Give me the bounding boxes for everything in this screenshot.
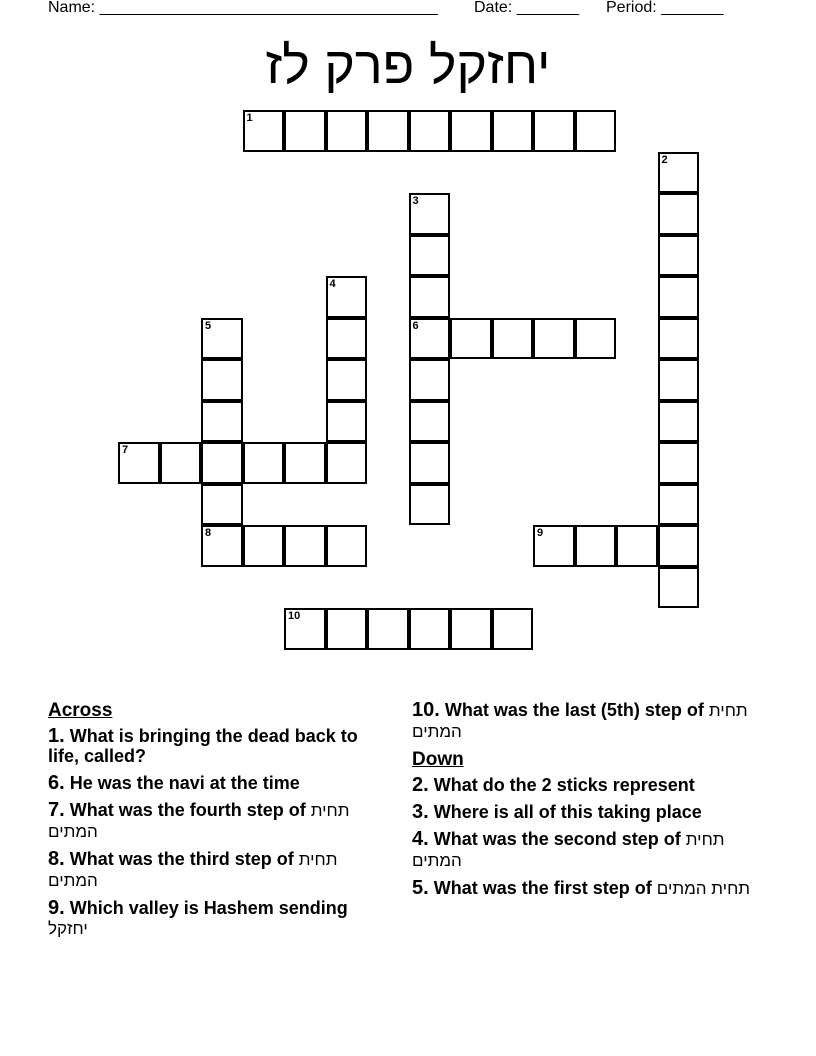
clue-text: What was the first step of — [433, 878, 652, 898]
crossword-cell[interactable] — [326, 359, 368, 401]
crossword-cell[interactable] — [409, 359, 451, 401]
clue-down-5 — [412, 878, 752, 899]
clue-down-2 — [412, 775, 752, 795]
cell-number: 2 — [661, 153, 668, 166]
clues-left-column — [48, 700, 388, 946]
crossword-cell[interactable] — [118, 442, 160, 484]
crossword-cell[interactable] — [409, 110, 451, 152]
clue-number: 2. — [412, 774, 429, 796]
crossword-cell[interactable] — [658, 359, 700, 401]
crossword-cell[interactable] — [201, 484, 243, 526]
clue-hebrew: תחית המתים — [656, 879, 751, 898]
clue-text: Which valley is Hashem sending — [69, 898, 348, 918]
crossword-cell[interactable] — [658, 152, 700, 194]
clue-hebrew: תחית המתים — [48, 801, 350, 841]
crossword-cell[interactable] — [409, 276, 451, 318]
clue-hebrew: תחית המתים — [412, 830, 725, 870]
clue-number: 9. — [48, 897, 65, 919]
clue-text: Where is all of this taking place — [433, 802, 702, 822]
crossword-cell[interactable] — [160, 442, 202, 484]
cell-number: 4 — [329, 278, 336, 290]
clue-across-1 — [48, 726, 388, 766]
crossword-cell[interactable] — [575, 110, 617, 152]
crossword-cell[interactable] — [658, 193, 700, 235]
crossword-cell[interactable] — [533, 318, 575, 360]
crossword-cell[interactable] — [533, 525, 575, 567]
crossword-cell[interactable] — [492, 608, 534, 650]
worksheet-title: יחזקל פרק לז — [265, 37, 551, 95]
crossword-cell[interactable] — [243, 442, 285, 484]
across-heading: Across — [48, 700, 113, 721]
cell-number: 5 — [205, 319, 212, 332]
crossword-cell[interactable] — [284, 608, 326, 650]
crossword-cell[interactable] — [326, 608, 368, 650]
cell-number: 9 — [537, 527, 544, 539]
clue-across-9 — [48, 898, 388, 939]
crossword-cell[interactable] — [575, 525, 617, 567]
crossword-cell[interactable] — [409, 608, 451, 650]
clue-across-7 — [48, 800, 388, 842]
down-heading: Down — [412, 749, 464, 770]
clue-number: 7. — [48, 799, 65, 821]
crossword-cell[interactable] — [616, 525, 658, 567]
period-field-label[interactable]: Period: _______ — [606, 0, 724, 16]
clue-text: What was the third step of — [69, 849, 294, 869]
crossword-cell[interactable] — [658, 401, 700, 443]
clue-hebrew: תחית המתים — [48, 850, 338, 890]
clue-text: What was the last (5th) step of — [444, 700, 704, 720]
crossword-cell[interactable] — [409, 193, 451, 235]
clue-number: 5. — [412, 877, 429, 899]
crossword-cell[interactable] — [450, 318, 492, 360]
crossword-cell[interactable] — [326, 442, 368, 484]
crossword-cell[interactable] — [658, 318, 700, 360]
crossword-cell[interactable] — [658, 567, 700, 609]
clue-text: What do the 2 sticks represent — [433, 775, 695, 795]
clues-right-column — [412, 700, 752, 906]
crossword-cell[interactable] — [450, 608, 492, 650]
crossword-cell[interactable] — [409, 235, 451, 277]
clue-number: 4. — [412, 828, 429, 850]
crossword-cell[interactable] — [201, 359, 243, 401]
clue-hebrew: תחית המתים — [412, 701, 748, 741]
crossword-cell[interactable] — [326, 110, 368, 152]
date-field-label[interactable]: Date: _______ — [474, 0, 579, 16]
crossword-cell[interactable] — [201, 401, 243, 443]
crossword-cell[interactable] — [492, 318, 534, 360]
clue-text: He was the navi at the time — [69, 773, 300, 793]
crossword-cell[interactable] — [533, 110, 575, 152]
crossword-cell[interactable] — [658, 276, 700, 318]
crossword-cell[interactable] — [450, 110, 492, 152]
clue-across-6 — [48, 773, 388, 793]
crossword-cell[interactable] — [492, 110, 534, 152]
cell-number: 8 — [205, 527, 212, 539]
crossword-cell[interactable] — [243, 110, 285, 152]
crossword-cell[interactable] — [658, 235, 700, 277]
crossword-cell[interactable] — [326, 401, 368, 443]
name-field-label[interactable]: Name: ______________________________________ — [48, 0, 438, 16]
crossword-cell[interactable] — [284, 110, 326, 152]
clue-number: 8. — [48, 848, 65, 870]
clue-text: What is bringing the dead back to life, called? — [48, 726, 358, 766]
clue-number: 10. — [412, 699, 440, 721]
crossword-cell[interactable] — [367, 110, 409, 152]
crossword-cell[interactable] — [658, 484, 700, 526]
clue-number: 6. — [48, 772, 65, 794]
clue-number: 1. — [48, 725, 65, 747]
crossword-cell[interactable] — [409, 318, 451, 360]
cell-number: 1 — [246, 112, 253, 124]
crossword-cell[interactable] — [575, 318, 617, 360]
cell-number: 7 — [122, 444, 129, 456]
clue-hebrew: יחזקל — [48, 919, 88, 938]
crossword-cell[interactable] — [409, 401, 451, 443]
clue-number: 3. — [412, 801, 429, 823]
clue-text: What was the fourth step of — [69, 800, 306, 820]
clue-text: What was the second step of — [433, 829, 681, 849]
crossword-cell[interactable] — [326, 276, 368, 318]
crossword-cell[interactable] — [409, 442, 451, 484]
crossword-cell[interactable] — [658, 442, 700, 484]
crossword-cell[interactable] — [326, 318, 368, 360]
clue-across-10 — [412, 700, 752, 742]
clue-across-8 — [48, 849, 388, 891]
crossword-cell[interactable] — [201, 442, 243, 484]
crossword-cell[interactable] — [409, 484, 451, 526]
clue-down-4 — [412, 829, 752, 871]
clue-down-3 — [412, 802, 752, 822]
crossword-cell[interactable] — [284, 442, 326, 484]
crossword-cell[interactable] — [201, 318, 243, 360]
cell-number: 10 — [288, 610, 301, 622]
crossword-cell[interactable] — [367, 608, 409, 650]
cell-number: 6 — [412, 319, 419, 332]
cell-number: 3 — [412, 195, 419, 207]
crossword-cell[interactable] — [326, 525, 368, 567]
crossword-cell[interactable] — [201, 525, 243, 567]
crossword-cell[interactable] — [243, 525, 285, 567]
crossword-cell[interactable] — [658, 525, 700, 567]
crossword-cell[interactable] — [284, 525, 326, 567]
